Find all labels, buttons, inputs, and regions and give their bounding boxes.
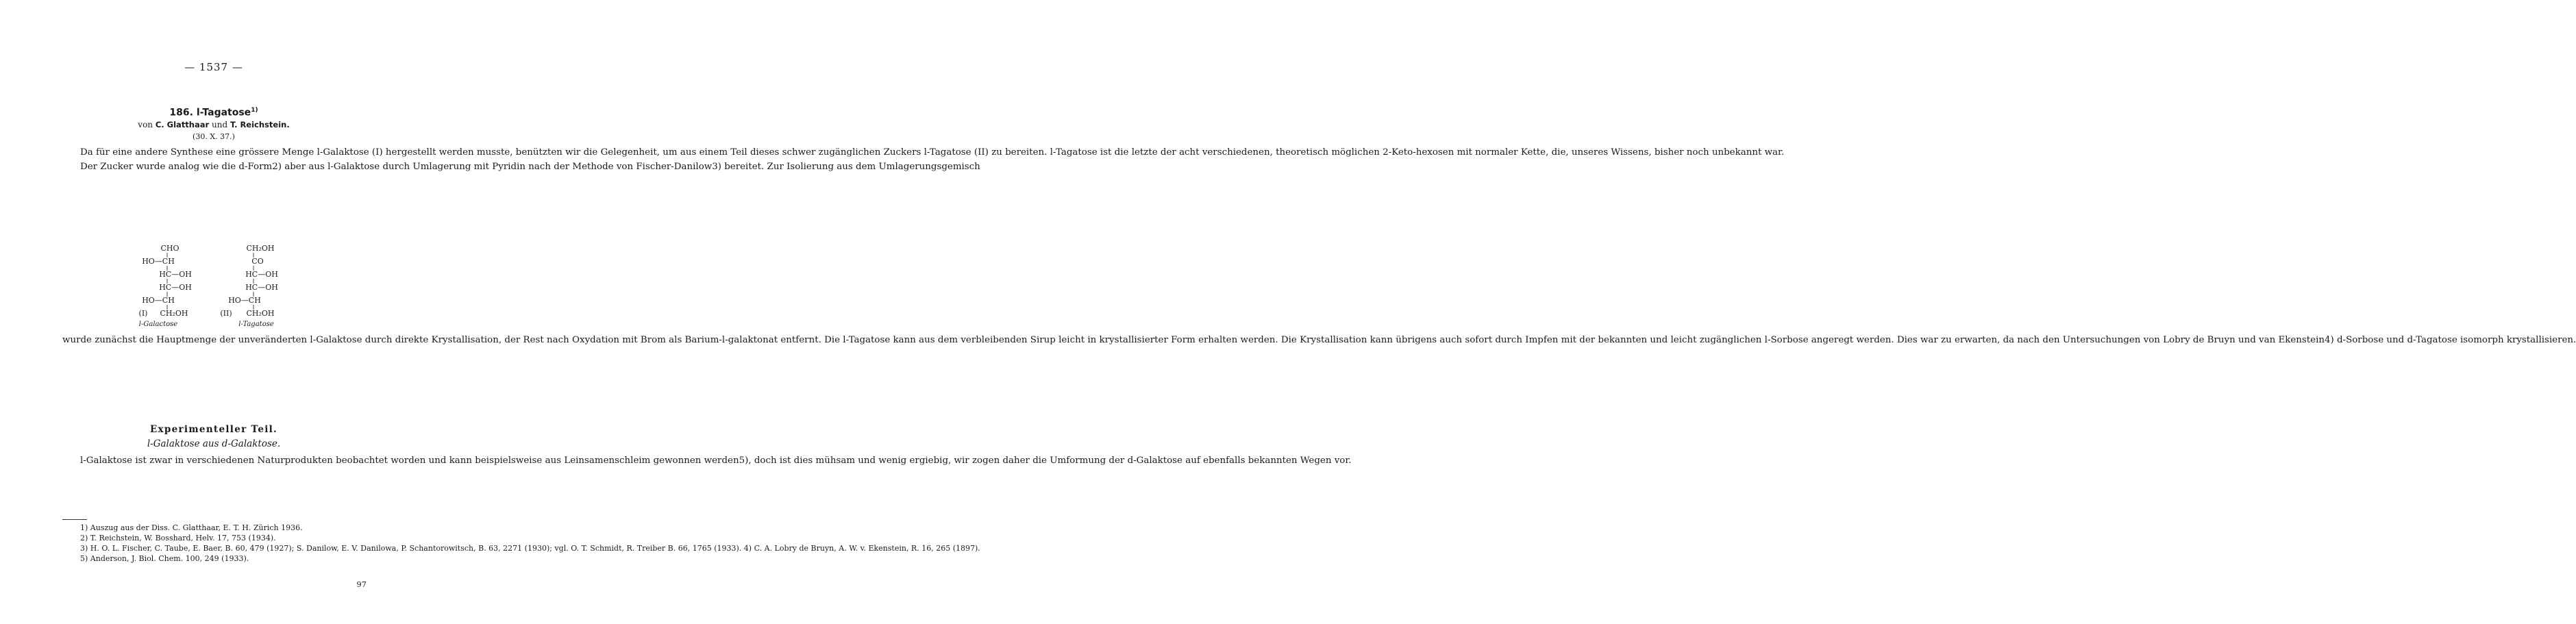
footnotes: [62, 523, 980, 564]
article-name: l-Tagatose: [196, 107, 251, 118]
paragraph-2: Der Zucker wurde analog wie die d-Form2) aber aus l-Galaktose durch Umlagerung mit Pyridin nach der Methode von Fischer-Danilow3) bereitet. Zur Isolierung aus dem Umlagerungsgemisch: [80, 162, 980, 172]
authors-und: und: [212, 120, 228, 129]
right-row-3: HC—OH: [245, 270, 278, 279]
footnote-rule: [62, 519, 87, 520]
title-footnote-ref: 1): [251, 107, 258, 114]
right-row-2: CO: [251, 257, 264, 266]
structural-formulas: [62, 244, 367, 333]
author-glatthaar: C. Glatthaar: [155, 120, 210, 129]
intro-paragraphs: [62, 145, 1785, 174]
right-label: (II): [220, 309, 232, 318]
formula-figure: [62, 244, 367, 333]
folio-number: 97: [356, 579, 367, 589]
left-row-4: HC—OH: [159, 283, 192, 292]
right-row-5: HO—CH: [228, 296, 261, 305]
paragraph-4: l-Galaktose ist zwar in verschiedenen Naturprodukten beobachtet worden und kann beispielsweise aus Leinsamenschleim gewonnen werden5), doch ist dies mühsam und wenig ergiebig, wir zogen daher die Umformung der d-Galaktose auf ebenfalls bekannten Wegen vor.: [80, 455, 1352, 466]
left-row-2: HO—CH: [142, 257, 175, 266]
page-number: — 1537 —: [184, 61, 243, 73]
right-caption: l-Tagatose: [238, 321, 274, 328]
right-row-4: HC—OH: [245, 283, 278, 292]
paragraph-1: Da für eine andere Synthese eine grössere Menge l-Galaktose (I) hergestellt werden musste, benützten wir die Gelegenheit, um aus einem Teil dieses schwer zugänglichen Zuckers l-Tagatose (II) zu bereiten. l-Tagatose ist die letzte der acht verschiedenen, theoretisch möglichen 2-Keto-hexosen mit normaler Kette, die, unseres Wissens, bisher noch unbekannt war.: [80, 147, 1785, 158]
right-row-6: CH₂OH: [246, 309, 275, 318]
left-row-3: HC—OH: [159, 270, 192, 279]
article-title: [0, 107, 428, 118]
left-label: (I): [138, 309, 148, 318]
authors-line: [0, 120, 428, 129]
footnote-1: 1) Auszug aus der Diss. C. Glatthaar, E. T. H. Zürich 1936.: [80, 523, 303, 532]
received-date: (30. X. 37.): [193, 132, 235, 141]
footnote-3-4: 3) H. O. L. Fischer, C. Taube, E. Baer, B. 60, 479 (1927); S. Danilow, E. V. Danilowa, P. Schantorowitsch, B. 63, 2271 (1930); vgl. O. T. Schmidt, R. Treiber B. 66, 1765 (1933). 4) C. A. Lobry de Bruyn, A. W. v. Ekenstein, R. 16, 265 (1897).: [80, 544, 980, 553]
author-reichstein: T. Reichstein.: [230, 120, 290, 129]
paragraph-3-block: [62, 333, 2576, 347]
right-row-1: CH₂OH: [246, 244, 275, 253]
paragraph-4-block: [62, 453, 1352, 468]
article-number: 186.: [169, 107, 193, 118]
footnote-5: 5) Anderson, J. Biol. Chem. 100, 249 (1933).: [80, 554, 249, 563]
left-row-1: CHO: [160, 244, 179, 253]
left-caption: l-Galactose: [138, 321, 178, 328]
footnote-2: 2) T. Reichstein, W. Bosshard, Helv. 17, 753 (1934).: [80, 534, 276, 542]
left-row-6: CH₂OH: [160, 309, 188, 318]
paragraph-3: wurde zunächst die Hauptmenge der unveränderten l-Galaktose durch direkte Krystallisation, der Rest nach Oxydation mit Brom als Barium-l-galaktonat entfernt. Die l-Tagatose kann aus dem verbleibenden Sirup leicht in krystallisierter Form erhalten werden. Die Krystallisation kann übrigens auch sofort durch Impfen mit der bekannten und leicht zugänglichen l-Sorbose angeregt werden. Dies war zu erwarten, da nach den Untersuchungen von Lobry de Bruyn und van Ekenstein4) d-Sorbose und d-Tagatose isomorph krystallisieren.: [62, 335, 2576, 345]
left-row-5: HO—CH: [142, 296, 175, 305]
section-title: Experimenteller Teil.: [149, 424, 278, 435]
authors-von: von: [138, 120, 153, 129]
section-subtitle: l-Galaktose aus d-Galaktose.: [147, 438, 281, 449]
